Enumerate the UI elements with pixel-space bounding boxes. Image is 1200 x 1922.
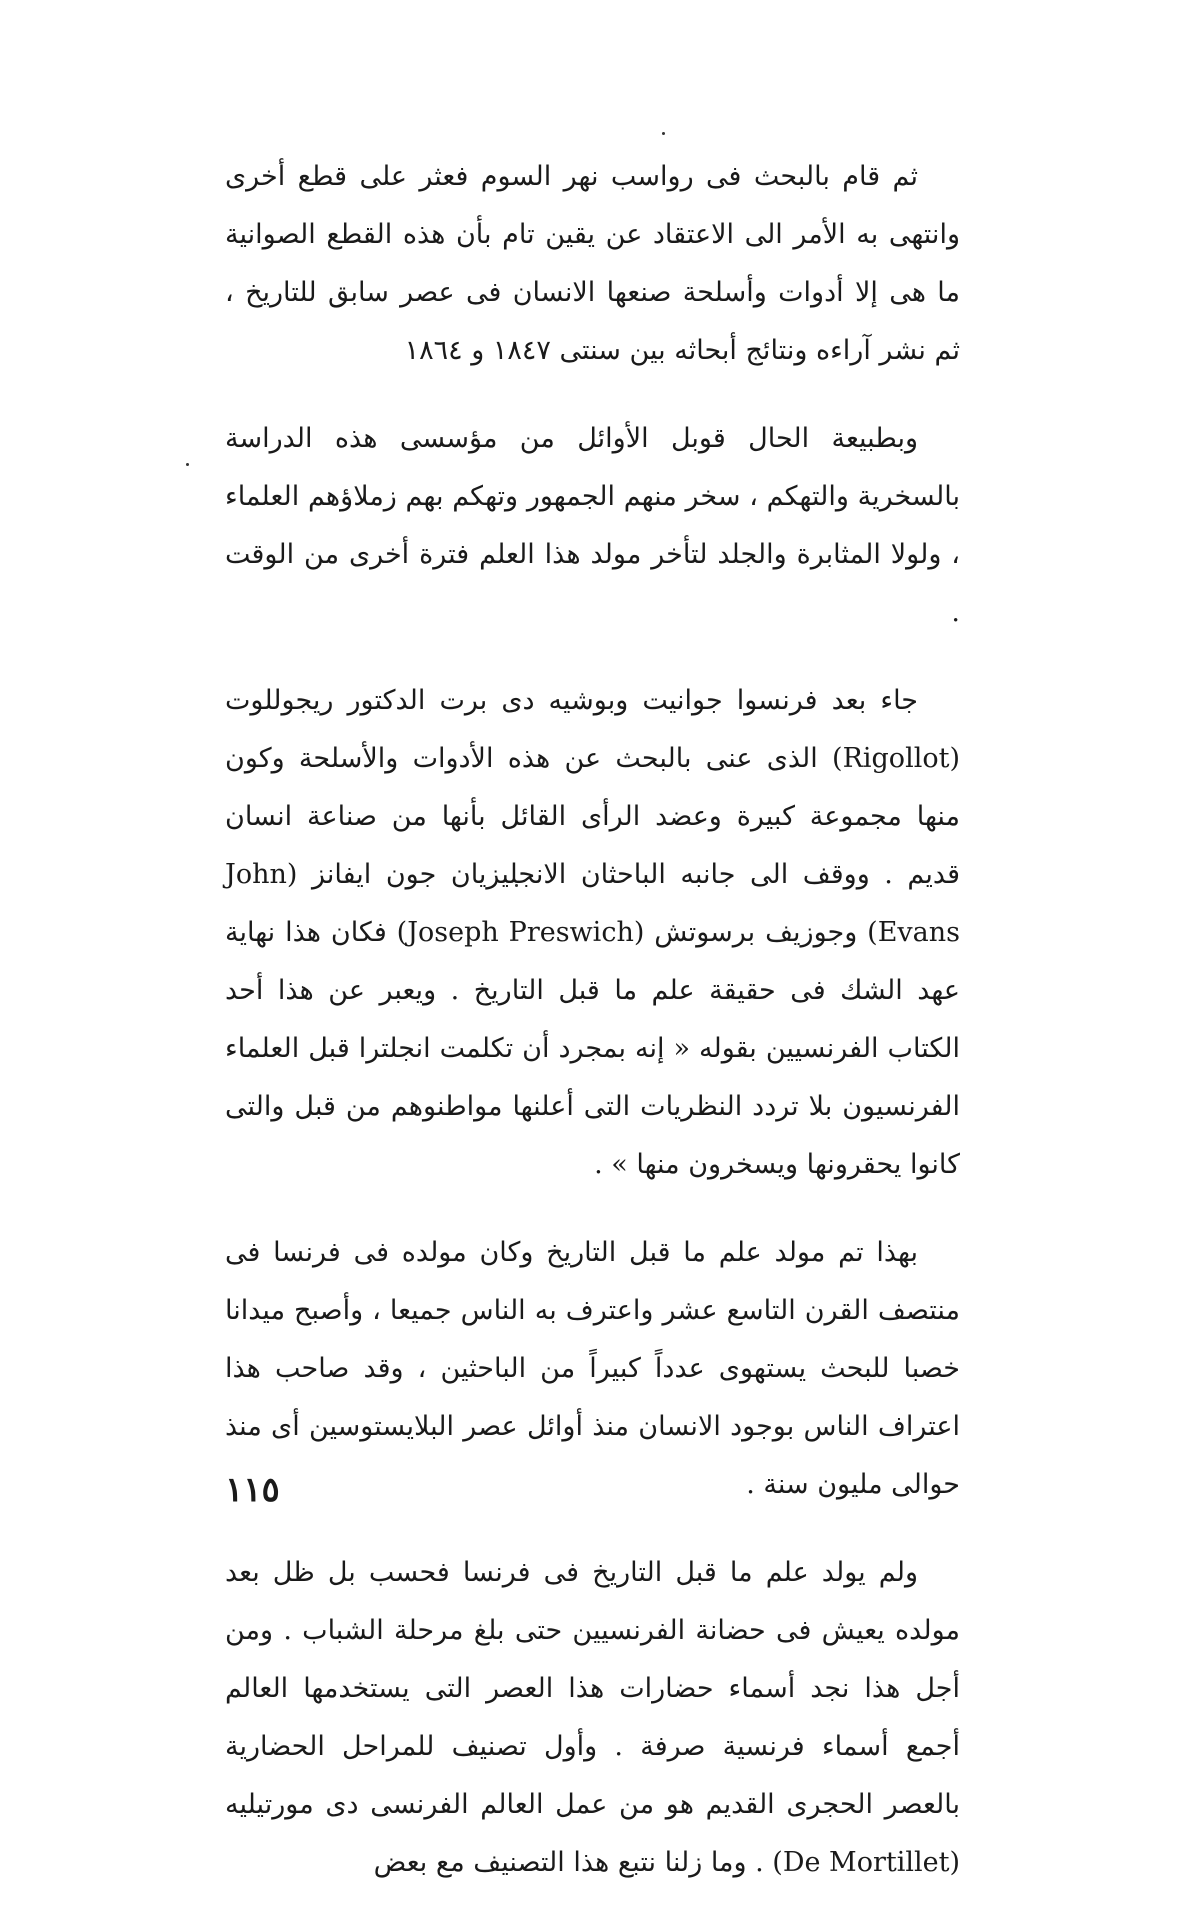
paragraph-4: بهذا تم مولد علم ما قبل التاريخ وكان مولده فى فرنسا فى منتصف القرن التاسع عشر واعترف به الناس جميعا ، وأصبح ميدانا خصبا للبحث يستهوى عدداً كبيراً من الباحثين ، وقد صاحب هذا اعتراف الناس بوجود الانسان منذ أوائل عصر البلايستوسين أى منذ حوالى مليون سنة .	[225, 1237, 960, 1500]
ink-speck	[662, 132, 665, 135]
ink-speck	[186, 463, 189, 466]
paragraph-2: وبطبيعة الحال قوبل الأوائل من مؤسسى هذه الدراسة بالسخرية والتهكم ، سخر منهم الجمهور وتهكم بهم زملاؤهم العلماء ، ولولا المثابرة والجلد لتأخر مولد هذا العلم فترة أخرى من الوقت .	[225, 423, 960, 628]
paragraph-3: جاء بعد فرنسوا جوانيت وبوشيه دى برت الدكتور ريجوللوت (Rigollot) الذى عنى بالبحث عن هذه الأدوات والأسلحة وكون منها مجموعة كبيرة وعضد الرأى القائل بأنها من صناعة انسان قديم . ووقف الى جانبه الباحثان الانجليزيان جون ايفانز (John Evans) وجوزيف برسوتش (Joseph Preswich) فكان هذا نهاية عهد الشك فى حقيقة علم ما قبل التاريخ . ويعبر عن هذا أحد الكتاب الفرنسيين بقوله « إنه بمجرد أن تكلمت انجلترا قبل العلماء الفرنسيون بلا تردد النظريات التى أعلنها مواطنوهم من قبل والتى كانوا يحقرونها ويسخرون منها » .	[225, 685, 961, 1180]
paragraph-1: ثم قام بالبحث فى رواسب نهر السوم فعثر على قطع أخرى وانتهى به الأمر الى الاعتقاد عن يقين تام بأن هذه القطع الصوانية ما هى إلا أدوات وأسلحة صنعها الانسان فى عصر سابق للتاريخ ، ثم نشر آراءه ونتائج أبحاثه بين سنتى ١٨٤٧ و ١٨٦٤	[225, 161, 960, 366]
body-text	[225, 148, 960, 1922]
page-number: ١١٥	[225, 1470, 280, 1510]
paragraph-5: ولم يولد علم ما قبل التاريخ فى فرنسا فحسب بل ظل بعد مولده يعيش فى حضانة الفرنسيين حتى بلغ مرحلة الشباب . ومن أجل هذا نجد أسماء حضارات هذا العصر التى يستخدمها العالم أجمع أسماء فرنسية صرفة . وأول تصنيف للمراحل الحضارية بالعصر الحجرى القديم هو من عمل العالم الفرنسى دى مورتيليه (De Mortillet) . وما زلنا نتبع هذا التصنيف مع بعض	[225, 1557, 960, 1878]
